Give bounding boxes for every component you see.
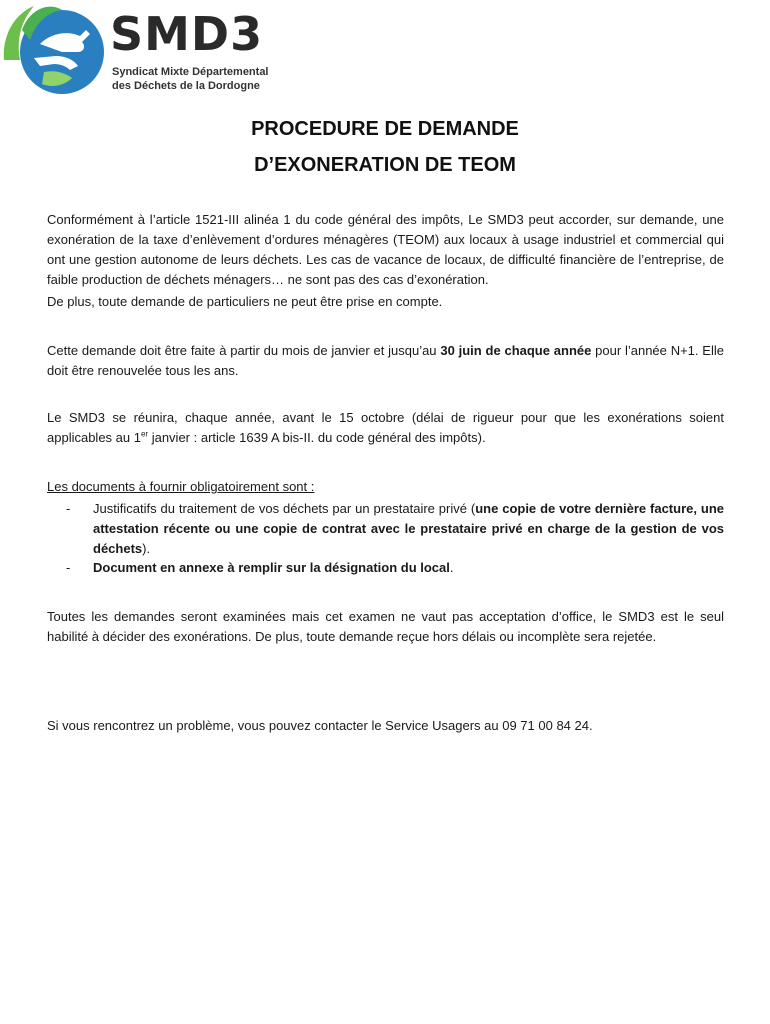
document-item-1-bold: une copie de votre dernière facture, une attestation récente ou une copie de contrat avec le prestataire privé en charge de la gestion de vos déchets [93, 501, 724, 556]
bullet-dash: - [66, 501, 71, 516]
bullet-dash: - [66, 560, 71, 575]
document-item-2-bold: Document en annexe à remplir sur la désignation du local [93, 560, 450, 575]
page-title-line2: D’EXONERATION DE TEOM [254, 154, 516, 176]
documents-heading-text: Les documents à fournir obligatoirement sont : [47, 479, 315, 494]
deadline-date: 30 juin de chaque année [440, 343, 592, 358]
meeting-text-after: janvier : article 1639 A bis-II. du code général des impôts). [148, 430, 486, 445]
meeting-superscript: er [140, 429, 149, 439]
page-title-line1: PROCEDURE DE DEMANDE [251, 118, 519, 140]
deadline-text-before: Cette demande doit être faite à partir du mois de janvier et jusqu’au [47, 343, 441, 358]
meeting-text-before: Le SMD3 se réunira, chaque année, avant le 15 octobre (délai de rigueur pour que les exonérations soient applicables au 1 [47, 410, 724, 445]
document-item-1-before: Justificatifs du traitement de vos déchets par un prestataire privé ( [93, 501, 476, 516]
contact-paragraph: Si vous rencontrez un problème, vous pouvez contacter le Service Usagers au 09 71 00 84 24. [47, 718, 593, 733]
intro-paragraph: Conformément à l’article 1521-III alinéa 1 du code général des impôts, Le SMD3 peut accorder, sur demande, une exonération de la taxe d’enlèvement d’ordures ménagères (TEOM) aux locaux à usage industriel et commercial qui ont une gestion autonome de leurs déchets. Les cas de vacance de locaux, de difficulté financière de l’entreprise, de faible production de déchets ménagers… ne sont pas des cas d’exonération. [47, 212, 724, 287]
deadline-text-after: pour l’année N+1. Elle doit être renouvelée tous les ans. [47, 343, 724, 378]
document-item-2 [66, 558, 724, 578]
document-item-2-after: . [449, 560, 454, 575]
meeting-paragraph [47, 408, 724, 448]
document-item-1 [66, 499, 724, 559]
document-item-1-after: ). [142, 541, 151, 556]
smd3-logo [0, 0, 290, 100]
logo-subtitle-line1: Syndicat Mixte Départemental [112, 66, 269, 78]
document-item-1-text [93, 499, 724, 559]
documents-heading [47, 477, 724, 497]
hands-leaf-logo-icon [0, 0, 108, 100]
examination-paragraph: Toutes les demandes seront examinées mais cet examen ne vaut pas acceptation d’office, le SMD3 est le seul habilité à décider des exonérations. De plus, toute demande reçue hors délais ou incomplète sera rejetée. [47, 609, 724, 644]
logo-brand-name: SMD3 [110, 7, 264, 61]
document-item-2-text [93, 558, 724, 578]
deadline-paragraph [47, 341, 724, 381]
particuliers-paragraph: De plus, toute demande de particuliers ne peut être prise en compte. [47, 294, 443, 309]
logo-subtitle-line2: des Déchets de la Dordogne [112, 80, 260, 92]
